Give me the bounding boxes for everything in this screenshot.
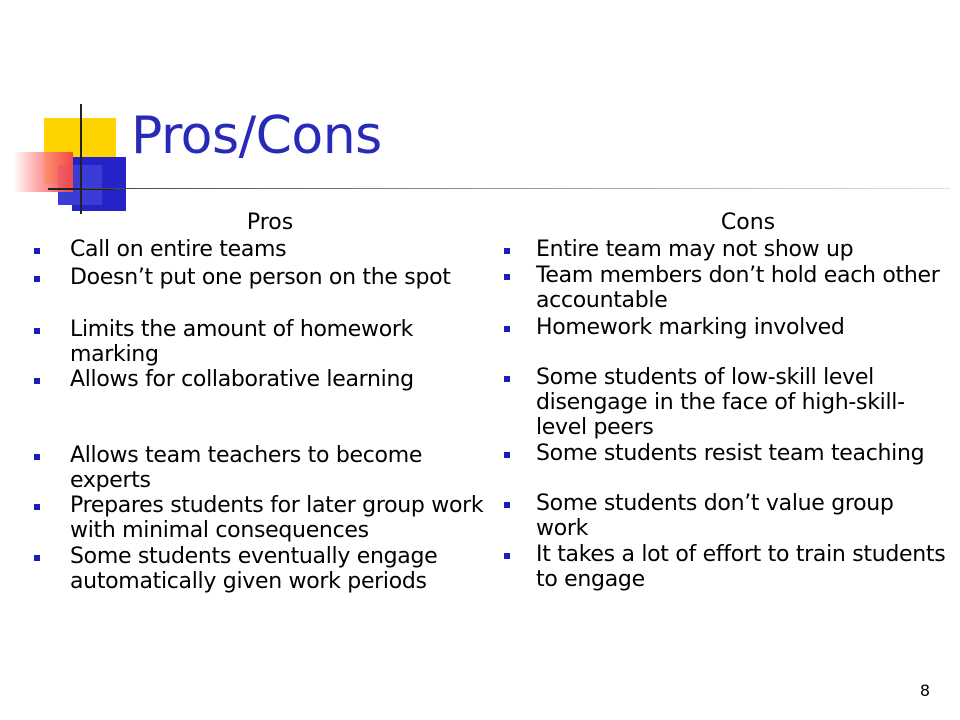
pros-heading: Pros bbox=[246, 210, 294, 235]
square-bullet-icon bbox=[34, 328, 40, 334]
cons-item: It takes a lot of effort to train students to engage bbox=[500, 542, 950, 592]
square-bullet-icon bbox=[504, 274, 510, 280]
pros-item: Allows team teachers to become experts bbox=[34, 443, 494, 493]
cons-heading: Cons bbox=[720, 210, 776, 235]
pros-list bbox=[34, 237, 494, 594]
square-bullet-icon bbox=[34, 248, 40, 254]
page-number: 8 bbox=[919, 681, 930, 700]
slide-title: Pros/Cons bbox=[131, 106, 382, 166]
square-bullet-icon bbox=[34, 504, 40, 510]
square-bullet-icon bbox=[504, 553, 510, 559]
pros-item: Allows for collaborative learning bbox=[34, 367, 494, 443]
deco-vertical-line bbox=[80, 104, 82, 214]
cons-item: Entire team may not show up bbox=[500, 237, 950, 263]
pros-item: Prepares students for later group work with minimal consequences bbox=[34, 493, 494, 544]
square-bullet-icon bbox=[34, 555, 40, 561]
square-bullet-icon bbox=[504, 376, 510, 382]
cons-item: Team members don’t hold each other accountable bbox=[500, 263, 950, 315]
cons-item: Some students don’t value group work bbox=[500, 491, 950, 542]
square-bullet-icon bbox=[34, 276, 40, 282]
cons-item: Some students of low-skill level disengage in the face of high-skill-level peers bbox=[500, 365, 950, 441]
deco-red-gradient bbox=[13, 152, 73, 192]
pros-column bbox=[34, 210, 494, 594]
pros-item: Some students eventually engage automatically given work periods bbox=[34, 544, 494, 594]
title-underline bbox=[82, 188, 950, 189]
square-bullet-icon bbox=[504, 502, 510, 508]
square-bullet-icon bbox=[34, 378, 40, 384]
pros-item: Call on entire teams bbox=[34, 237, 494, 265]
pros-item: Limits the amount of homework marking bbox=[34, 317, 494, 367]
square-bullet-icon bbox=[504, 452, 510, 458]
cons-item: Some students resist team teaching bbox=[500, 441, 950, 491]
pros-item: Doesn’t put one person on the spot bbox=[34, 265, 494, 317]
cons-column bbox=[500, 210, 950, 592]
square-bullet-icon bbox=[504, 248, 510, 254]
square-bullet-icon bbox=[504, 326, 510, 332]
cons-item: Homework marking involved bbox=[500, 315, 950, 365]
square-bullet-icon bbox=[34, 454, 40, 460]
cons-list bbox=[500, 237, 950, 592]
